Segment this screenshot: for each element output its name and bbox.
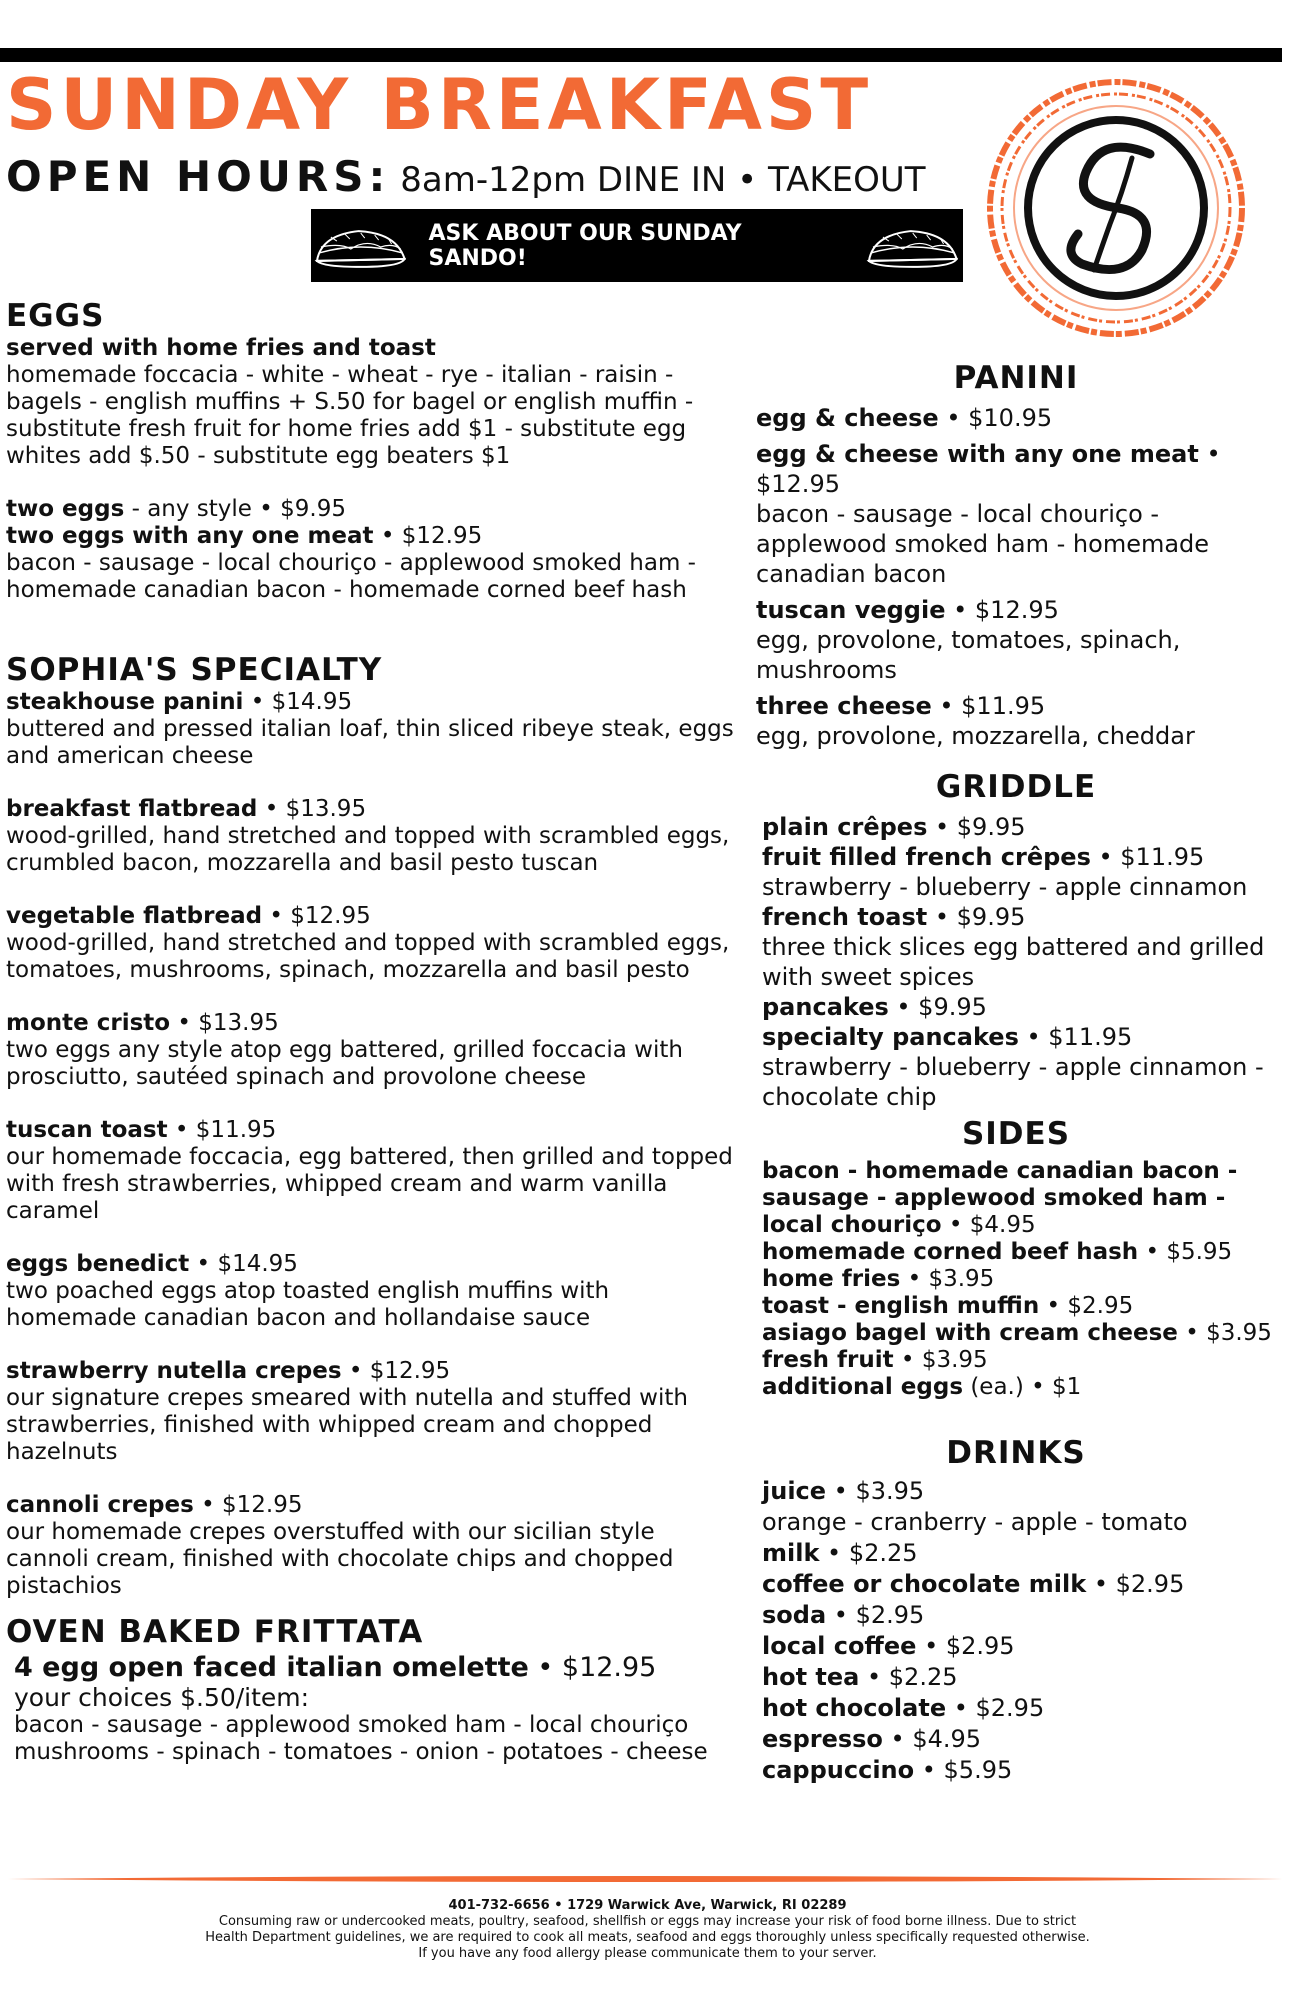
menu-item: fruit filled french crêpes • $11.95 strawberry - blueberry - apple cinnamon bbox=[762, 843, 1248, 902]
top-rule bbox=[0, 48, 1282, 62]
sandwich-icon bbox=[311, 223, 411, 269]
griddle-list bbox=[756, 812, 1276, 1112]
menu-item: monte cristo • $13.95 two eggs any style atop egg battered, grilled foccacia with prosciutto, sautéed spinach and provolone cheese bbox=[6, 1010, 683, 1091]
menu-item: fresh fruit • $3.95 bbox=[762, 1346, 988, 1373]
hours-label: OPEN HOURS: bbox=[6, 152, 391, 201]
menu-item: two eggs with any one meat • $12.95 bbox=[6, 523, 483, 550]
menu-item: french toast • $9.95 three thick slices egg battered and grilled with sweet spices bbox=[762, 903, 1265, 992]
footer-disclaimer-2: Health Department guidelines, we are required to cook all meats, seafood and eggs thoroughly unless specifically requested otherwise. bbox=[205, 1930, 1090, 1945]
menu-item: specialty pancakes • $11.95 strawberry - blueberry - apple cinnamon - chocolate chip bbox=[762, 1023, 1264, 1112]
panini-list bbox=[756, 397, 1276, 751]
specialty-list bbox=[6, 689, 742, 1600]
menu-item: home fries • $3.95 bbox=[762, 1265, 995, 1292]
left-column bbox=[6, 298, 742, 1766]
menu-item-description: orange - cranberry - apple - tomato bbox=[762, 1507, 1188, 1536]
sides-list bbox=[756, 1158, 1276, 1401]
menu-item: plain crêpes • $9.95 bbox=[762, 813, 1026, 842]
section-heading-frittata: OVEN BAKED FRITTATA bbox=[6, 1614, 424, 1651]
menu-item: egg & cheese with any one meat • $12.95 bacon - sausage - local chouriço - applewood smoked ham - homemade canadian bacon bbox=[756, 440, 1221, 589]
right-column bbox=[756, 360, 1276, 1786]
menu-item: hot chocolate • $2.95 bbox=[762, 1693, 1045, 1722]
section-heading-panini: PANINI bbox=[953, 360, 1079, 396]
menu-item-description: bacon - sausage - local chouriço - applewood smoked ham - homemade canadian bacon - homemade corned beef hash bbox=[6, 550, 696, 604]
eggs-description: homemade foccacia - white - wheat - rye - italian - raisin - bagels - english muffins + S.50 for bagel or english muffin - substitute fresh fruit for home fries add $1 - substitute egg whites add $.50 - substitute egg beaters $1 bbox=[6, 362, 694, 470]
menu-item: asiago bagel with cream cheese • $3.95 bbox=[762, 1319, 1272, 1346]
menu-item: cannoli crepes • $12.95 our homemade crepes overstuffed with our sicilian style cannoli cream, finished with chocolate chips and chopped pistachios bbox=[6, 1492, 674, 1600]
menu-item: coffee or chocolate milk • $2.95 bbox=[762, 1569, 1185, 1598]
menu-item: steakhouse panini • $14.95 buttered and pressed italian loaf, thin sliced ribeye steak, eggs and american cheese bbox=[6, 689, 734, 770]
menu-item: additional eggs (ea.) • $1 bbox=[762, 1373, 1082, 1400]
section-heading-eggs: EGGS bbox=[6, 298, 105, 334]
menu-item: egg & cheese • $10.95 bbox=[756, 404, 1053, 433]
menu-item: breakfast flatbread • $13.95 wood-grilled, hand stretched and topped with scrambled eggs, crumbled bacon, mozzarella and basil pesto tuscan bbox=[6, 796, 730, 877]
menu-item: eggs benedict • $14.95 two poached eggs atop toasted english muffins with homemade canadian bacon and hollandaise sauce bbox=[6, 1251, 610, 1332]
section-heading-sides: SIDES bbox=[961, 1116, 1071, 1153]
menu-item: cappuccino • $5.95 bbox=[762, 1755, 1013, 1784]
menu-item: local coffee • $2.95 bbox=[762, 1631, 1015, 1660]
hours-value: 8am-12pm DINE IN • TAKEOUT bbox=[400, 160, 926, 200]
footer-disclaimer-1: Consuming raw or undercooked meats, poultry, seafood, shellfish or eggs may increase your risk of food borne illness. Due to strict bbox=[218, 1914, 1077, 1929]
footer-disclaimer-3: If you have any food allergy please communicate them to your server. bbox=[418, 1946, 877, 1961]
menu-item: hot tea • $2.25 bbox=[762, 1662, 958, 1691]
menu-item: bacon - homemade canadian bacon - sausage - applewood smoked ham - local chouriço • $4.95 bbox=[762, 1157, 1238, 1238]
menu-item: milk • $2.25 bbox=[762, 1538, 918, 1567]
menu-item: soda • $2.95 bbox=[762, 1600, 925, 1629]
menu-item: two eggs - any style • $9.95 bbox=[6, 496, 346, 523]
menu-item: tuscan veggie • $12.95 egg, provolone, tomatoes, spinach, mushrooms bbox=[756, 596, 1181, 685]
sandwich-icon bbox=[863, 223, 963, 269]
menu-item: toast - english muffin • $2.95 bbox=[762, 1292, 1134, 1319]
menu-item: tuscan toast • $11.95 our homemade foccacia, egg battered, then grilled and topped with fresh strawberries, whipped cream and warm vanilla caramel bbox=[6, 1117, 733, 1225]
section-heading-specialty: SOPHIA'S SPECIALTY bbox=[6, 652, 383, 689]
footer-contact: 401-732-6656 • 1729 Warwick Ave, Warwick, RI 02289 bbox=[448, 1898, 847, 1913]
menu-item: vegetable flatbread • $12.95 wood-grilled, hand stretched and topped with scrambled eggs, tomatoes, mushrooms, spinach, mozzarella and basil pesto bbox=[6, 903, 730, 984]
drinks-list bbox=[756, 1476, 1276, 1786]
footer-divider bbox=[8, 1875, 1283, 1883]
eggs-subhead: served with home fries and toast bbox=[6, 335, 436, 362]
page-title: SUNDAY BREAKFAST bbox=[6, 64, 873, 146]
footer bbox=[0, 1898, 1295, 1962]
sando-banner-text: ASK ABOUT OUR SUNDAY SANDO! bbox=[428, 220, 742, 271]
section-heading-drinks: DRINKS bbox=[946, 1434, 1086, 1471]
menu-item: three cheese • $11.95 egg, provolone, mozzarella, cheddar bbox=[756, 692, 1195, 751]
menu-item: juice • $3.95 bbox=[762, 1476, 925, 1505]
menu-item: espresso • $4.95 bbox=[762, 1724, 982, 1753]
menu-item: pancakes • $9.95 bbox=[762, 993, 987, 1022]
frittata-item: 4 egg open faced italian omelette • $12.95 your choices $.50/item: bacon - sausage - applewood smoked ham - local chouriço mushrooms - spinach - tomatoes - onion - potatoes - cheese bbox=[14, 1651, 708, 1765]
menu-item: homemade corned beef hash • $5.95 bbox=[762, 1238, 1233, 1265]
sando-banner bbox=[311, 209, 963, 282]
restaurant-logo bbox=[982, 74, 1250, 342]
section-heading-griddle: GRIDDLE bbox=[935, 769, 1097, 806]
open-hours bbox=[6, 152, 926, 201]
menu-item: strawberry nutella crepes • $12.95 our signature crepes smeared with nutella and stuffed with strawberries, finished with whipped cream and chopped hazelnuts bbox=[6, 1358, 688, 1466]
